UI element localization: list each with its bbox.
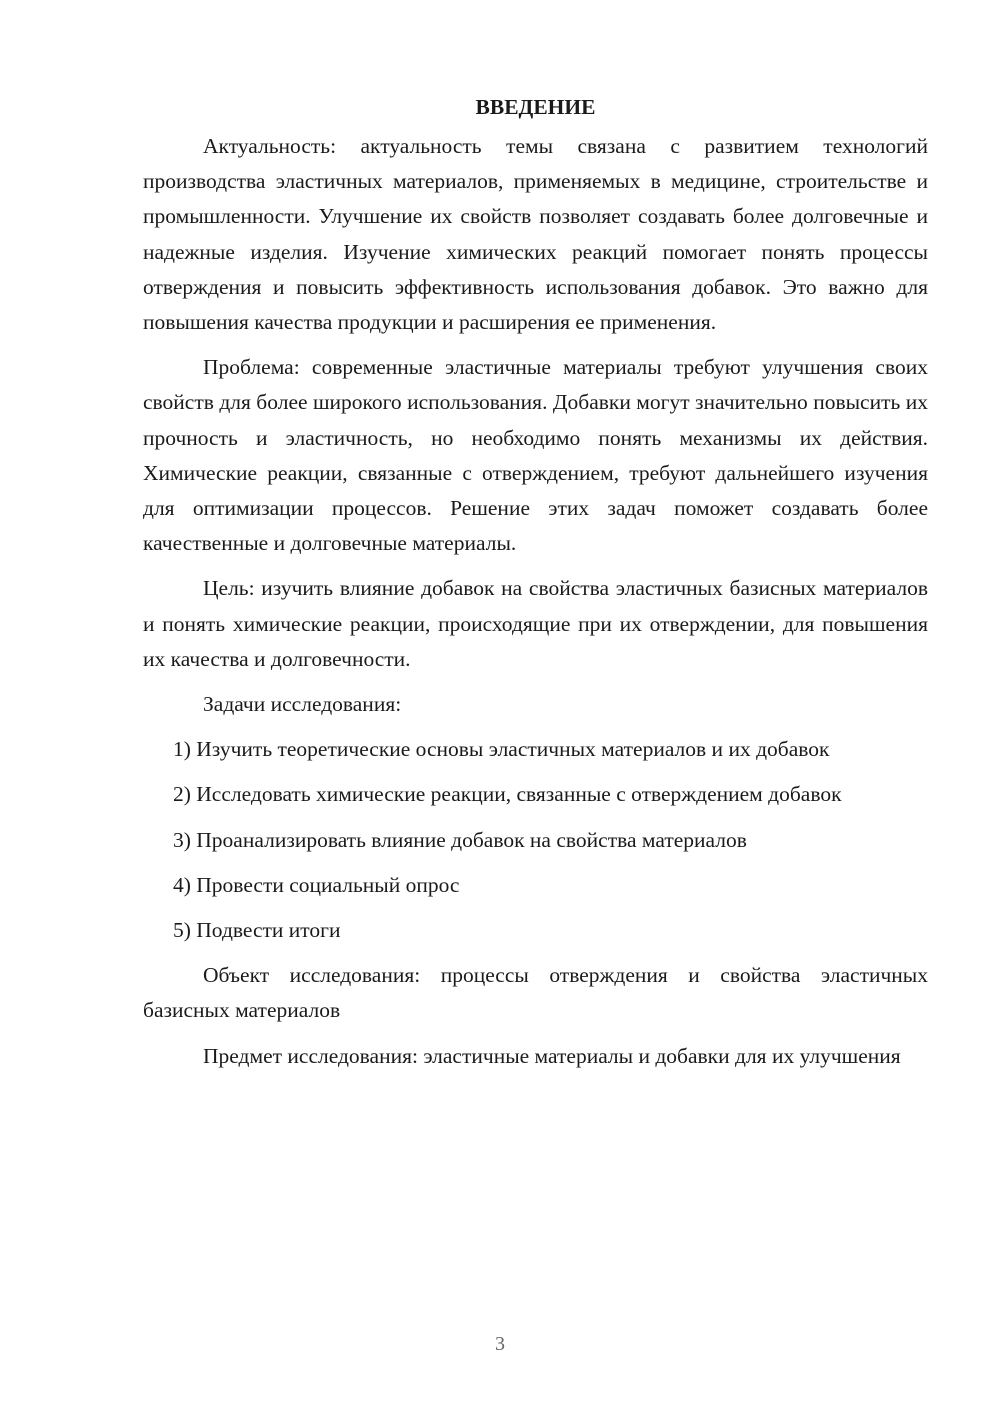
problem-paragraph: Проблема: современные эластичные материалы требуют улучшения своих свойств для более широкого использования. Добавки могут значительно повысить их прочность и эластичность, но необходимо понять механизмы их действия. Химические реакции, связанные с отверждением, требуют дальнейшего изучения для оптимизации процессов. Решение этих задач поможет создавать более качественные и долговечные материалы. [143,355,928,556]
research-subject-paragraph: Предмет исследования: эластичные материалы и добавки для их улучшения [203,1043,901,1068]
tasks-label: Задачи исследования: [203,692,402,717]
research-object-paragraph: Объект исследования: процессы отверждения и свойства эластичных базисных материалов [143,963,928,1023]
task-item: 1) Изучить теоретические основы эластичных материалов и их добавок [173,737,830,762]
goal-paragraph: Цель: изучить влияние добавок на свойства эластичных базисных материалов и понять химические реакции, происходящие при их отверждении, для повышения их качества и долговечности. [143,576,928,671]
task-item: 3) Проанализировать влияние добавок на свойства материалов [173,827,747,852]
page-number: 3 [495,1333,505,1355]
document-page [143,90,928,1084]
task-item: 4) Провести социальный опрос [173,872,460,897]
relevance-paragraph: Актуальность: актуальность темы связана с развитием технологий производства эластичных материалов, применяемых в медицине, строительстве и промышленности. Улучшение их свойств позволяет создавать более долговечные и надежные изделия. Изучение химических реакций помогает понять процессы отверждения и повысить эффективность использования добавок. Это важно для повышения качества продукции и расширения ее применения. [143,134,928,335]
task-item: 5) Подвести итоги [173,918,341,943]
task-item: 2) Исследовать химические реакции, связанные с отверждением добавок [173,782,842,807]
page-title: ВВЕДЕНИЕ [475,95,596,119]
